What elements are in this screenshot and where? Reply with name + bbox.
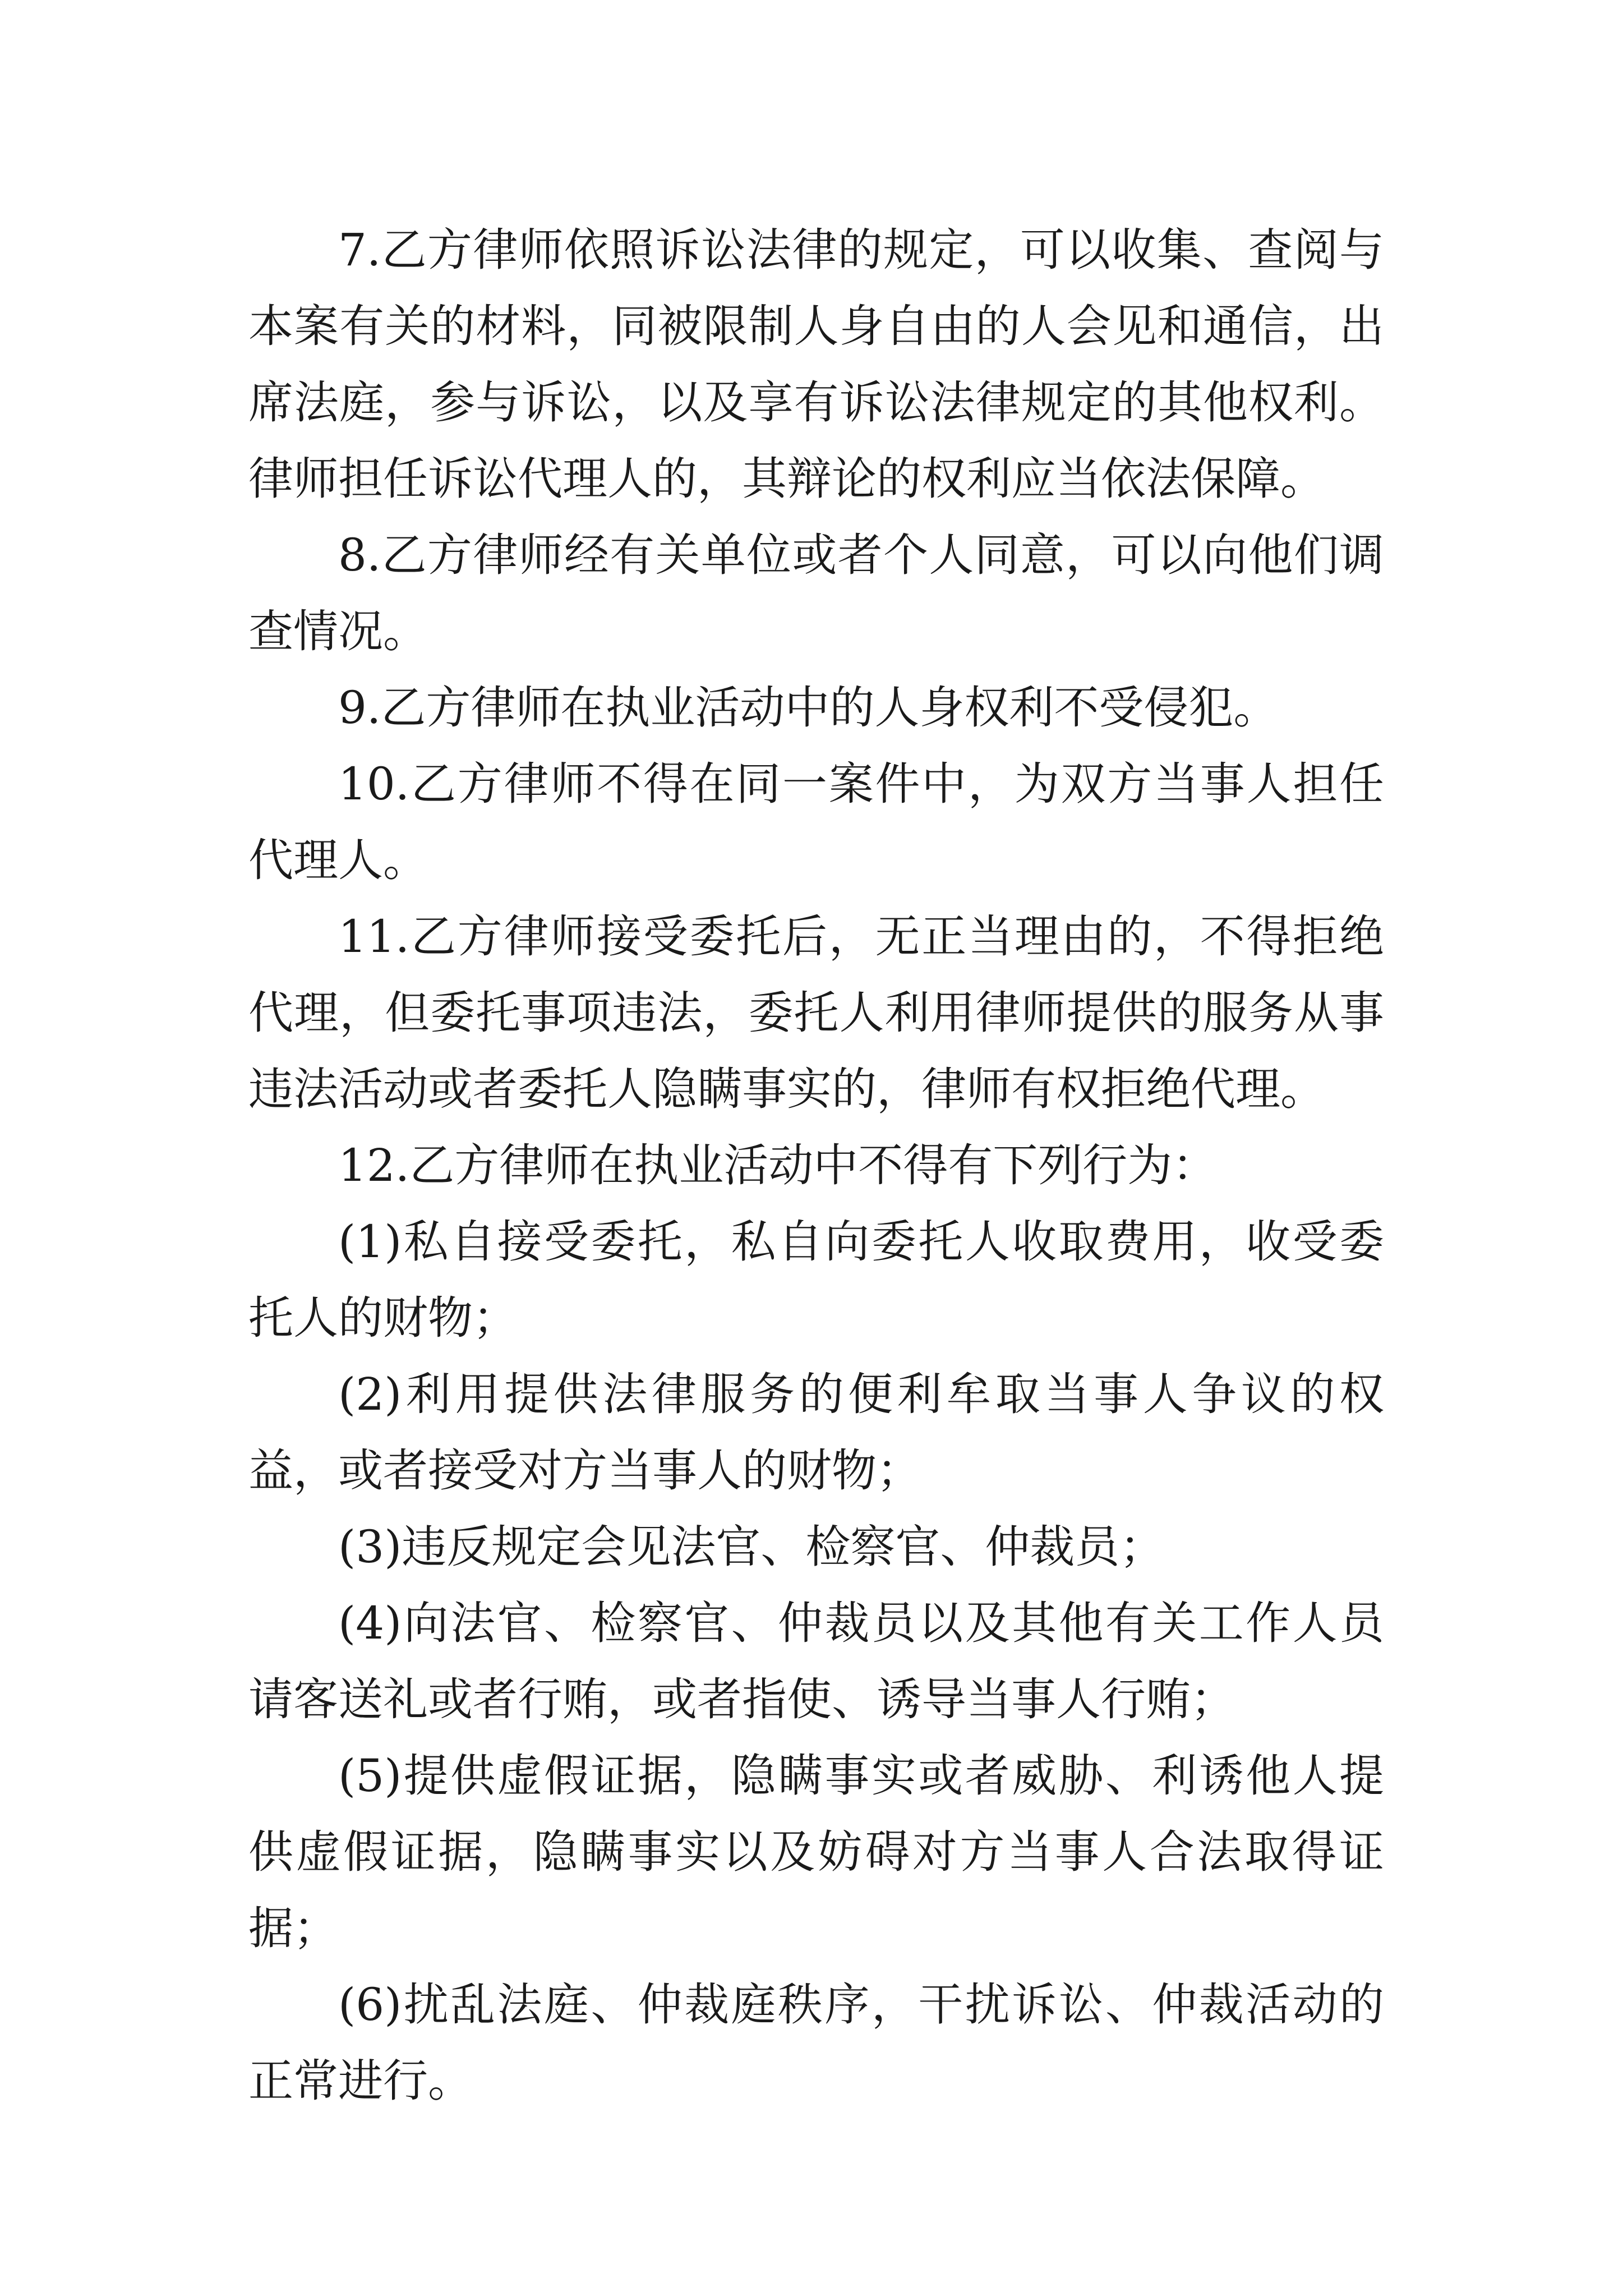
- list-item-6: (6)扰乱法庭、仲裁庭秩序，干扰诉讼、仲裁活动的正常进行。: [248, 1978, 1384, 2107]
- paragraph-12: 12.乙方律师在执业活动中不得有下列行为：: [338, 1139, 1218, 1191]
- paragraph-10: 10.乙方律师不得在同一案件中，为双方当事人担任代理人。: [248, 758, 1384, 886]
- paragraph-9: 9.乙方律师在执业活动中的人身权利不受侵犯。: [338, 682, 1279, 734]
- list-item-1: (1)私自接受委托，私自向委托人收取费用，收受委托人的财物；: [248, 1216, 1384, 1344]
- list-item-3: (3)违反规定会见法官、检察官、仲裁员；: [338, 1521, 1165, 1573]
- paragraph-8: 8.乙方律师经有关单位或者个人同意，可以向他们调查情况。: [248, 529, 1384, 657]
- list-item-4: (4)向法官、检察官、仲裁员以及其他有关工作人员请客送礼或者行贿，或者指使、诱导当事人行贿；: [248, 1597, 1384, 1726]
- paragraph-7: 7.乙方律师依照诉讼法律的规定，可以收集、查阅与本案有关的材料，同被限制人身自由的人会见和通信，出席法庭，参与诉讼，以及享有诉讼法律规定的其他权利。律师担任诉讼代理人的，其辩论的权利应当依法保障。: [248, 224, 1384, 505]
- document-body: [248, 212, 1384, 2119]
- list-item-5: (5)提供虚假证据，隐瞒事实或者威胁、利诱他人提供虚假证据，隐瞒事实以及妨碍对方当事人合法取得证据；: [248, 1750, 1384, 1954]
- list-item-2: (2)利用提供法律服务的便利牟取当事人争议的权益，或者接受对方当事人的财物；: [248, 1368, 1384, 1497]
- paragraph-11: 11.乙方律师接受委托后，无正当理由的，不得拒绝代理，但委托事项违法，委托人利用律师提供的服务从事违法活动或者委托人隐瞒事实的，律师有权拒绝代理。: [248, 910, 1384, 1115]
